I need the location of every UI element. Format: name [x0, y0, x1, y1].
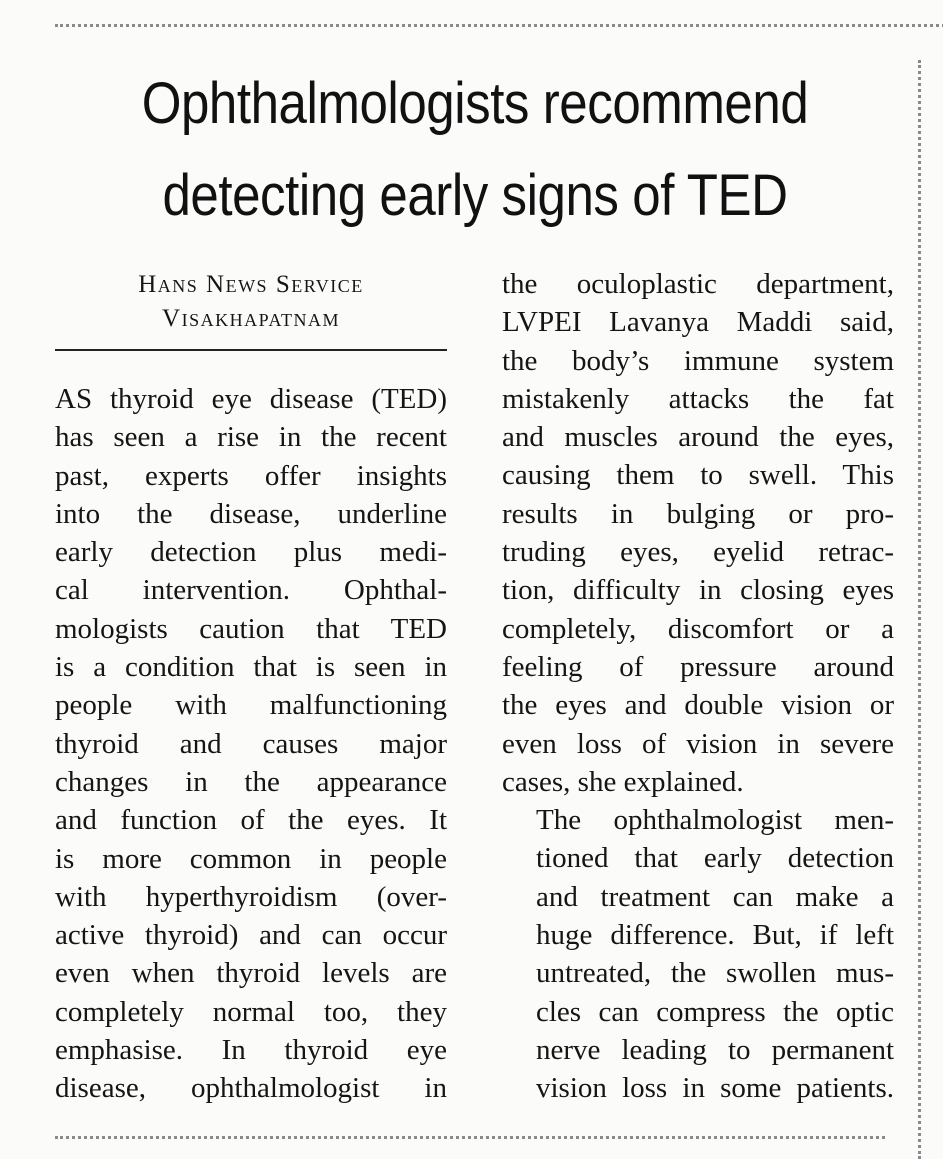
text-line: thyroid and causes major	[55, 727, 447, 760]
headline-line-1: Ophthalmologists recommend	[141, 71, 809, 136]
article-headline	[83, 58, 866, 242]
text-line: the eyes and double vision or	[502, 689, 894, 722]
text-line: and treatment can make a	[536, 880, 894, 913]
text-line: The ophthalmologist men-	[536, 804, 894, 837]
text-line: feeling of pressure around	[502, 650, 894, 683]
text-line: and muscles around the eyes,	[502, 421, 894, 454]
article-paragraph	[502, 801, 894, 1107]
text-line: mologists caution that TED	[55, 612, 447, 645]
byline	[55, 268, 447, 336]
column-divider-rule	[918, 60, 921, 1159]
article-column-right	[502, 265, 894, 1108]
text-line: mistakenly attacks the fat	[502, 382, 894, 415]
text-line: even loss of vision in severe	[502, 727, 894, 760]
text-line: early detection plus medi-	[55, 536, 447, 569]
top-divider-rule	[55, 24, 943, 27]
text-line: vision loss in some patients.	[536, 1072, 894, 1105]
text-line: into the disease, underline	[55, 497, 447, 530]
byline-rule	[55, 349, 447, 351]
text-line: and function of the eyes. It	[55, 804, 447, 837]
byline-location: Visakhapatnam	[162, 305, 340, 332]
text-line: completely normal too, they	[55, 995, 447, 1028]
article-column-left	[55, 380, 447, 1108]
text-line: AS thyroid eye disease (TED)	[55, 383, 447, 415]
text-line: completely, discomfort or a	[502, 612, 894, 645]
text-line: causing them to swell. This	[502, 459, 894, 492]
text-line: past, experts offer insights	[55, 459, 447, 492]
text-line: emphasise. In thyroid eye	[55, 1034, 447, 1067]
text-line: has seen a rise in the recent	[55, 421, 447, 454]
byline-source: Hans News Service	[138, 271, 364, 298]
bottom-divider-rule	[55, 1136, 885, 1139]
text-line: the oculoplastic department,	[502, 268, 894, 300]
article-paragraph	[502, 265, 894, 801]
text-line: cles can compress the optic	[536, 995, 894, 1028]
text-line: untreated, the swollen mus-	[536, 957, 894, 990]
text-line: huge difference. But, if left	[536, 919, 894, 952]
text-line: the body’s immune system	[502, 344, 894, 377]
text-line: with hyperthyroidism (over-	[55, 880, 447, 913]
article-paragraph	[55, 380, 447, 1108]
text-line: active thyroid) and can occur	[55, 919, 447, 952]
text-line: tion, difficulty in closing eyes	[502, 574, 894, 607]
text-line: is more common in people	[55, 842, 447, 875]
text-line: disease, ophthalmologist in	[55, 1072, 447, 1105]
text-line: truding eyes, eyelid retrac-	[502, 536, 894, 569]
text-line: tioned that early detection	[536, 842, 894, 875]
text-line: nerve leading to permanent	[536, 1033, 894, 1066]
text-line: results in bulging or pro-	[502, 497, 894, 530]
text-line: cases, she explained.	[502, 765, 744, 798]
text-line: cal intervention. Ophthal-	[55, 574, 447, 607]
headline-line-2: detecting early signs of TED	[162, 163, 788, 228]
text-line: LVPEI Lavanya Maddi said,	[502, 306, 894, 339]
text-line: changes in the appearance	[55, 765, 447, 798]
text-line: even when thyroid levels are	[55, 957, 447, 990]
text-line: is a condition that is seen in	[55, 651, 447, 684]
text-line: people with malfunctioning	[55, 689, 447, 722]
